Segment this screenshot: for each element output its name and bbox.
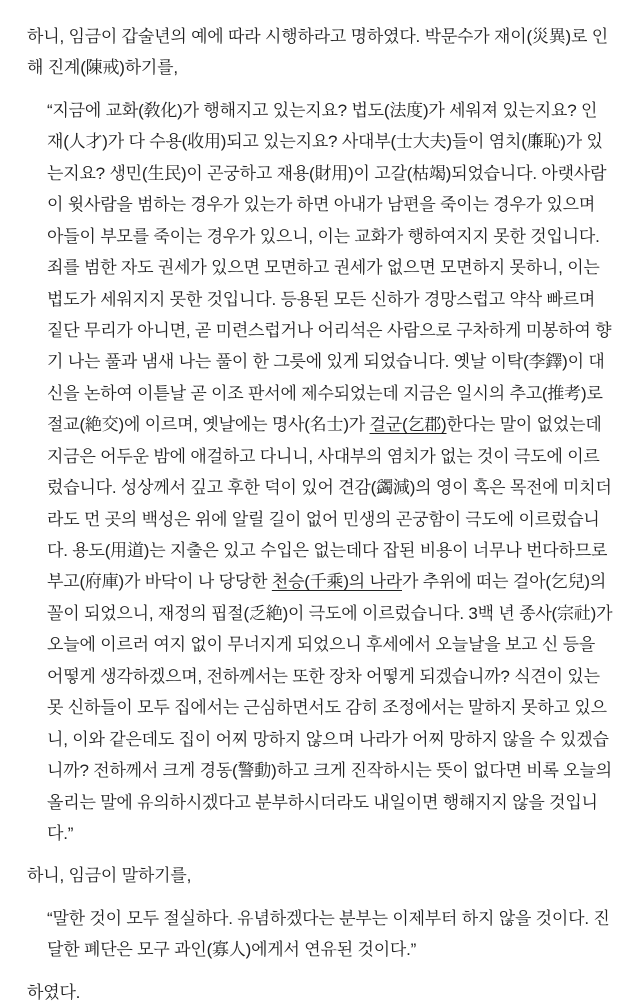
memorial-quote-block bbox=[47, 95, 613, 850]
narration-paragraph-2: 하니, 임금이 말하기를, bbox=[27, 866, 192, 886]
narration-paragraph-1: 하니, 임금이 갑술년의 예에 따라 시행하라고 명하였다. 박문수가 재이(災異)로 인해 진계(陳戒)하기를, bbox=[27, 27, 608, 78]
quote-text-pre: “지금에 교화(敎化)가 행해지고 있는지요? 법도(法度)가 세워져 있는지요? 인재(人才)가 다 수용(收用)되고 있는지요? 사대부(士大夫)들이 염치(廉恥)가 있는지요? 생민(生民)이 곤궁하고 재용(財用)이 고갈(枯竭)되었습니다. 아랫사람이 윗사람을 범하는 경우가 있는가 하면 아내가 남편을 죽이는 경우가 있으며 아들이 부모를 죽이는 경우가 있으니, 이는 교화가 행하여지지 못한 것입니다. 죄를 범한 자도 권세가 있으면 모면하고 권세가 없으면 모면하지 못하니, 이는 법도가 세워지지 못한 것입니다. 등용된 모든 신하가 경망스럽고 약삭 빠르며 짙단 무리가 아니면, 곧 미련스럽거나 어리석은 사람으로 구차하게 미봉하여 향기 나는 풀과 냄새 나는 풀이 한 그릇에 있게 되었습니다. 옛날 이탁(李鐸)이 대신을 논하여 이튿날 곧 이조 판서에 제수되었는데 지금은 일시의 추고(推考)로 절교(絶交)에 이르며, 옛날에는 명사(名士)가 bbox=[47, 100, 612, 435]
royal-reply-text: “말한 것이 모두 절실하다. 유념하겠다는 분부는 이제부터 하지 않을 것이다. 진달한 폐단은 모구 과인(寡人)에게서 연유된 것이다.” bbox=[47, 908, 610, 960]
term-link-cheonseung-nara[interactable]: 천승(千乘)의 나라 bbox=[271, 572, 402, 592]
term-link-geolgun[interactable]: 걸군(乞郡) bbox=[369, 415, 447, 435]
quote-text-mid: 한다는 말이 없었는데 지금은 어두운 밤에 애걸하고 다니니, 사대부의 염치가 없는 것이 극도에 이르렀습니다. 성상께서 깊고 후한 덕이 있어 견감(蠲減)의 영이 혹은 목전에 미치더라도 먼 곳의 백성은 위에 알릴 길이 없어 민생의 곤궁함이 극도에 이르렀습니다. 용도(用道)는 지출은 있고 수입은 없는데다 잡된 비용이 너무나 번다하므로 부고(府庫)가 바닥이 나 당당한 bbox=[47, 415, 612, 592]
narration-paragraph-3: 하였다. bbox=[27, 982, 81, 1002]
quote-text-post: 가 추위에 떠는 걸아(乞兒)의 꼴이 되었으니, 재정의 핍절(乏絶)이 극도에 이르렀습니다. 3백 년 종사(宗社)가 오늘에 이르러 여지 없이 무너지게 되었으니 후세에서 오늘날을 보고 신 등을 어떻게 생각하겠으며, 전하께서는 또한 장차 어떻게 되겠습니까? 식견이 있는 못 신하들이 모두 집에서는 근심하면서도 감히 조정에서는 말하지 못하고 있으니, 이와 같은데도 집이 어찌 망하지 않으며 나라가 어찌 망하지 않을 수 있겠습니까? 전하께서 크게 경동(警動)하고 크게 진작하시는 뜻이 없다면 비록 오늘의 올리는 말에 유의하시겠다고 분부하시더라도 내일이면 행해지지 않을 것입니다.” bbox=[47, 572, 613, 843]
sillok-article-body bbox=[27, 21, 613, 1008]
royal-reply-quote-block bbox=[47, 903, 613, 966]
